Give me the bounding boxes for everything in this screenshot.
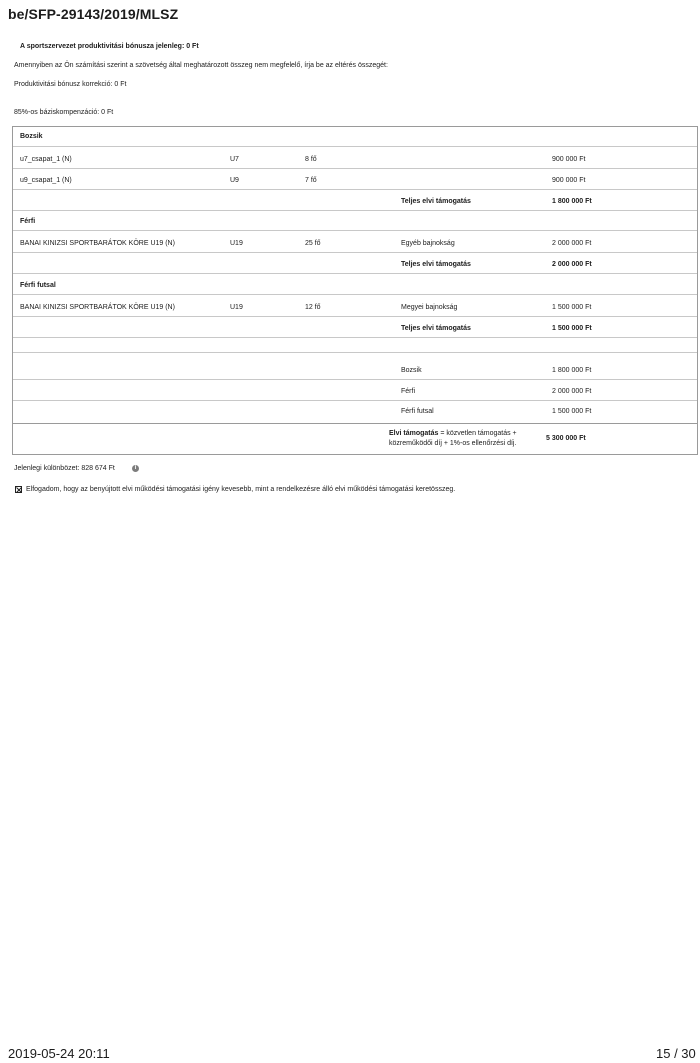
total-label: Teljes elvi támogatás: [401, 198, 471, 205]
team-name: BANAI KINIZSI SPORTBARÁTOK KÖRE U19 (N): [20, 304, 175, 311]
total-label: Teljes elvi támogatás: [401, 261, 471, 268]
player-count: 7 fő: [305, 177, 317, 184]
total-amount: 1 800 000 Ft: [552, 198, 592, 205]
info-icon[interactable]: i: [132, 465, 139, 472]
league: Egyéb bajnokság: [401, 240, 455, 247]
base-compensation: 85%-os báziskompenzáció: 0 Ft: [14, 109, 114, 116]
grand-total-label-rest: = közvetlen támogatás +: [438, 430, 517, 437]
grand-total-label-line2: közreműködői díj + 1%-os ellenőrzési díj.: [389, 440, 517, 447]
team-name: u9_csapat_1 (N): [20, 177, 72, 184]
section-title: Férfi: [20, 218, 36, 225]
current-difference: Jelenlegi különbözet: 828 674 Ft: [14, 465, 115, 472]
divider: [13, 423, 697, 424]
section-title: Férfi futsal: [20, 282, 56, 289]
total-label: Teljes elvi támogatás: [401, 325, 471, 332]
divider: [13, 352, 697, 353]
grand-total-label: [389, 430, 517, 437]
team-name: u7_csapat_1 (N): [20, 156, 72, 163]
divider: [13, 294, 697, 295]
age-group: U9: [230, 177, 239, 184]
team-name: BANAI KINIZSI SPORTBARÁTOK KÖRE U19 (N): [20, 240, 175, 247]
bonus-note: Amennyiben az Ön számítási szerint a szövetség által meghatározott összeg nem megfelelő, írja be az eltérés összegét:: [14, 62, 388, 69]
divider: [13, 337, 697, 338]
total-amount: 1 500 000 Ft: [552, 325, 592, 332]
page-number: 15 / 30: [656, 1046, 696, 1061]
divider: [13, 230, 697, 231]
total-amount: 2 000 000 Ft: [552, 261, 592, 268]
summary-label: Férfi futsal: [401, 408, 434, 415]
player-count: 25 fő: [305, 240, 321, 247]
section-title: Bozsik: [20, 133, 43, 140]
grand-total-label-bold: Elvi támogatás: [389, 430, 439, 437]
amount: 1 500 000 Ft: [552, 304, 592, 311]
summary-amount: 1 800 000 Ft: [552, 367, 592, 374]
divider: [13, 168, 697, 169]
age-group: U19: [230, 304, 243, 311]
divider: [13, 379, 697, 380]
summary-label: Bozsik: [401, 367, 422, 374]
divider: [13, 316, 697, 317]
player-count: 12 fő: [305, 304, 321, 311]
check-mark-icon: [16, 487, 23, 494]
divider: [13, 400, 697, 401]
divider: [13, 252, 697, 253]
support-table: [12, 126, 698, 455]
summary-amount: 1 500 000 Ft: [552, 408, 592, 415]
amount: 900 000 Ft: [552, 156, 586, 163]
divider: [13, 146, 697, 147]
accept-text: Elfogadom, hogy az benyújtott elvi működési támogatási igény kevesebb, mint a rendelkezésre álló elvi működési támogatási keretösszeg.: [26, 486, 456, 493]
divider: [13, 210, 697, 211]
grand-total-amount: 5 300 000 Ft: [546, 435, 586, 442]
accept-checkbox[interactable]: [15, 486, 22, 493]
player-count: 8 fő: [305, 156, 317, 163]
age-group: U19: [230, 240, 243, 247]
age-group: U7: [230, 156, 239, 163]
footer-date: 2019-05-24 20:11: [8, 1046, 110, 1061]
amount: 900 000 Ft: [552, 177, 586, 184]
divider: [13, 273, 697, 274]
bonus-correction: Produktivitási bónusz korrekció: 0 Ft: [14, 81, 127, 88]
summary-label: Férfi: [401, 388, 415, 395]
divider: [13, 189, 697, 190]
document-id: be/SFP-29143/2019/MLSZ: [8, 6, 179, 22]
bonus-title: A sportszervezet produktivitási bónusza jelenleg: 0 Ft: [20, 43, 199, 50]
amount: 2 000 000 Ft: [552, 240, 592, 247]
summary-amount: 2 000 000 Ft: [552, 388, 592, 395]
league: Megyei bajnokság: [401, 304, 458, 311]
